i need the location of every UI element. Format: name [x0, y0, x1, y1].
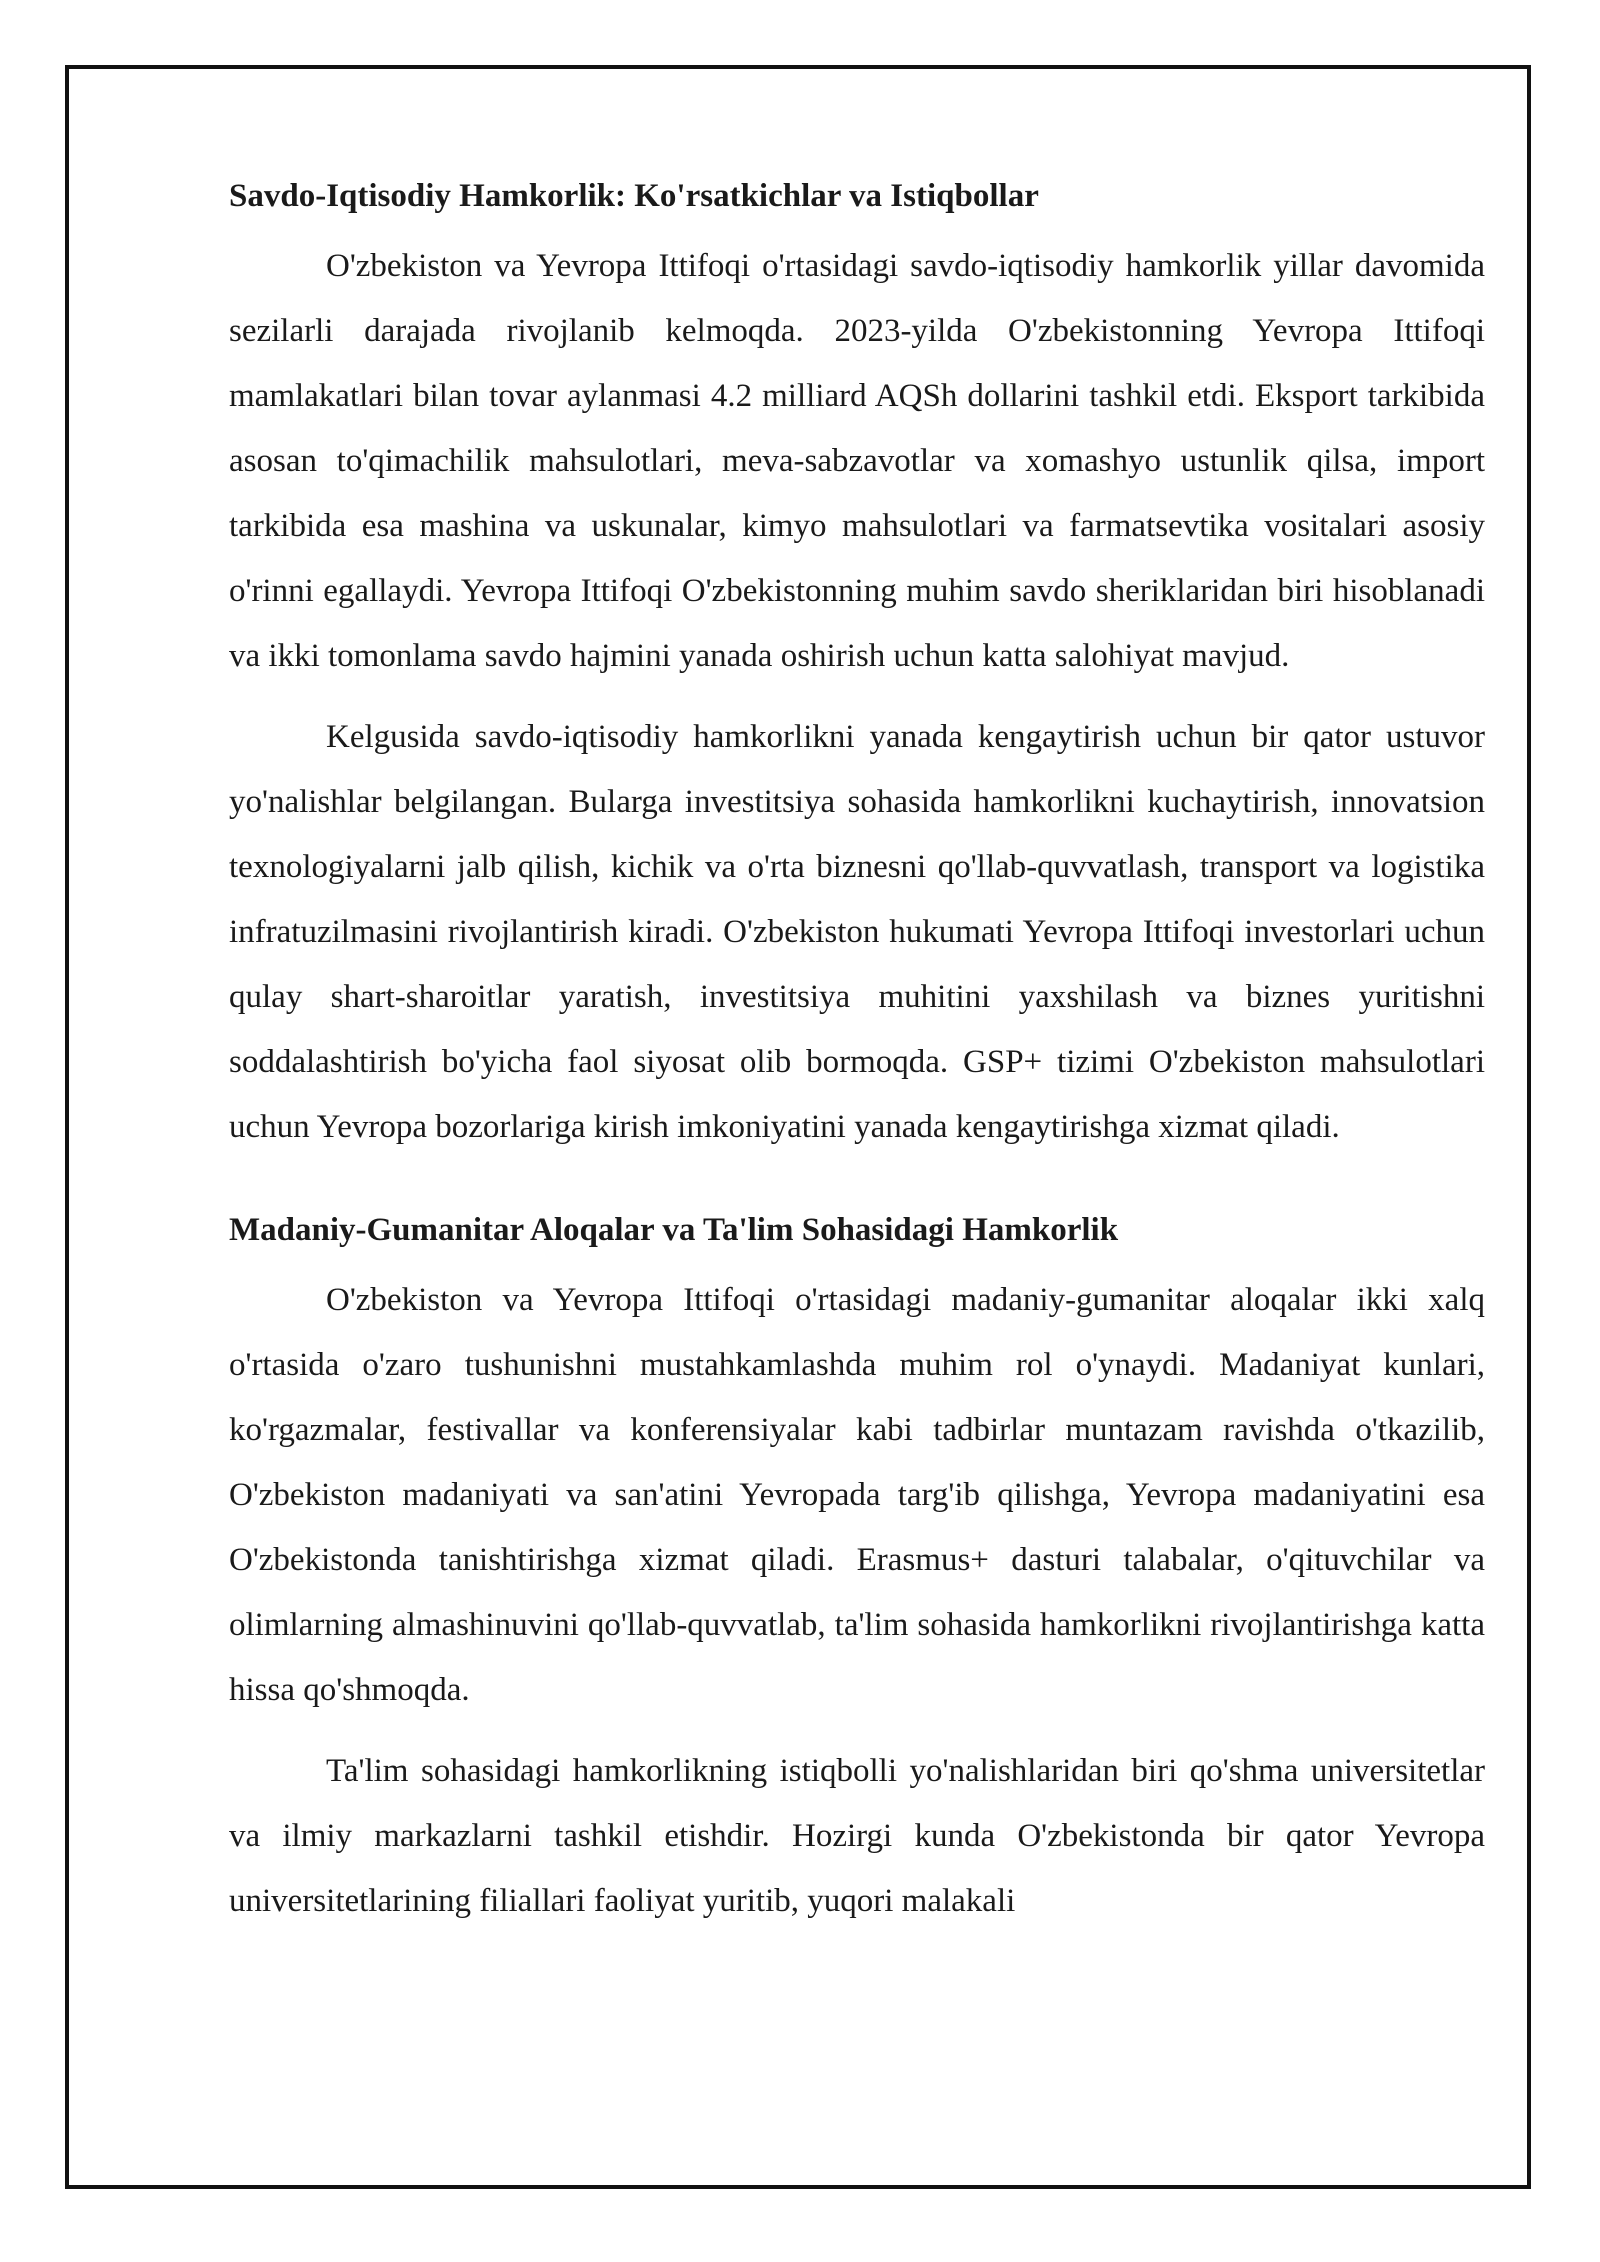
document-body [229, 172, 1485, 1950]
section-heading-culture: Madaniy-Gumanitar Aloqalar va Ta'lim Sohasidagi Hamkorlik [229, 1212, 1119, 1248]
paragraph-trade-1: O'zbekiston va Yevropa Ittifoqi o'rtasidagi savdo-iqtisodiy hamkorlik yillar davomida sezilarli darajada rivojlanib kelmoqda. 2023-yilda O'zbekistonning Yevropa Ittifoqi mamlakatlari bilan tovar aylanmasi 4.2 milliard AQSh dollarini tashkil etdi. Eksport tarkibida asosan to'qimachilik mahsulotlari, meva-sabzavotlar va xomashyo ustunlik qilsa, import tarkibida esa mashina va uskunalar, kimyo mahsulotlari va farmatsevtika vositalari asosiy o'rinni egallaydi. Yevropa Ittifoqi O'zbekistonning muhim savdo sheriklaridan biri hisoblanadi va ikki tomonlama savdo hajmini yanada oshirish uchun katta salohiyat mavjud. [229, 248, 1485, 674]
section-heading-trade: Savdo-Iqtisodiy Hamkorlik: Ko'rsatkichlar va Istiqbollar [229, 178, 1039, 214]
paragraph-trade-2: Kelgusida savdo-iqtisodiy hamkorlikni yanada kengaytirish uchun bir qator ustuvor yo'nalishlar belgilangan. Bularga investitsiya sohasida hamkorlikni kuchaytirish, innovatsion texnologiyalarni jalb qilish, kichik va o'rta biznesni qo'llab-quvvatlash, transport va logistika infratuzilmasini rivojlantirish kiradi. O'zbekiston hukumati Yevropa Ittifoqi investorlari uchun qulay shart-sharoitlar yaratish, investitsiya muhitini yaxshilash va biznes yuritishni soddalashtirish bo'yicha faol siyosat olib bormoqda. GSP+ tizimi O'zbekiston mahsulotlari uchun Yevropa bozorlariga kirish imkoniyatini yanada kengaytirishga xizmat qiladi. [229, 719, 1485, 1145]
section-spacer [229, 1176, 1485, 1206]
paragraph-culture-1: O'zbekiston va Yevropa Ittifoqi o'rtasidagi madaniy-gumanitar aloqalar ikki xalq o'rtasida o'zaro tushunishni mustahkamlashda muhim rol o'ynaydi. Madaniyat kunlari, ko'rgazmalar, festivallar va konferensiyalar kabi tadbirlar muntazam ravishda o'tkazilib, O'zbekiston madaniyati va san'atini Yevropada targ'ib qilishga, Yevropa madaniyatini esa O'zbekistonda tanishtirishga xizmat qiladi. Erasmus+ dasturi talabalar, o'qituvchilar va olimlarning almashinuvini qo'llab-quvvatlab, ta'lim sohasida hamkorlikni rivojlantirishga katta hissa qo'shmoqda. [229, 1282, 1485, 1708]
paragraph-culture-2: Ta'lim sohasidagi hamkorlikning istiqbolli yo'nalishlaridan biri qo'shma universitetlar va ilmiy markazlarni tashkil etishdir. Hozirgi kunda O'zbekistonda bir qator Yevropa universitetlarining filiallari faoliyat yuritib, yuqori malakali [229, 1753, 1485, 1919]
